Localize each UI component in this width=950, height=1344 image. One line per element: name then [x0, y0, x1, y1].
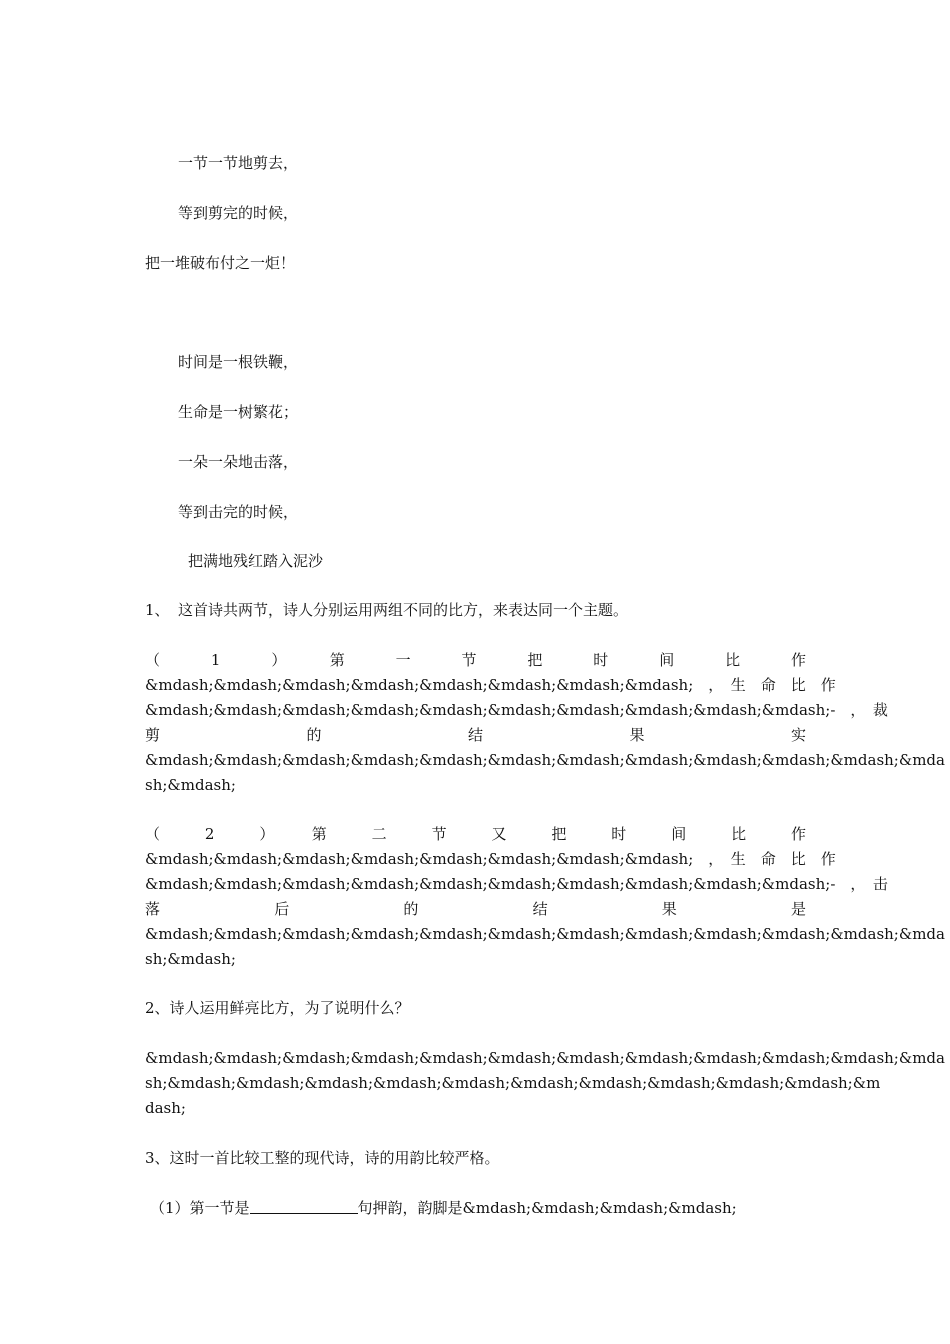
- q1-part2-line: &mdash;&mdash;&mdash;&mdash;&mdash;&mdash;&mdash;&mdash; ， 生 命 比 作: [145, 850, 836, 868]
- q2-answer-line: dash;: [145, 1099, 186, 1117]
- q2-answer-line: &mdash;&mdash;&mdash;&mdash;&mdash;&mdash;&mdash;&mdash;&mdash;&mdash;&mdash;&mda: [145, 1049, 945, 1067]
- q1-part1-line: 剪 的 结 果 实: [145, 726, 806, 744]
- poem-line: 一节一节地剪去，: [178, 154, 299, 172]
- q2-answer-line: sh;&mdash;&mdash;&mdash;&mdash;&mdash;&mdash;&mdash;&mdash;&mdash;&mdash;&m: [145, 1074, 881, 1092]
- q1-part2-line: （ 2 ） 第 二 节 又 把 时 间 比 作: [145, 825, 806, 843]
- poem-line: 等到剪完的时候，: [178, 204, 299, 222]
- q3-sub1: [150, 1196, 737, 1221]
- question-1: [145, 598, 628, 623]
- fill-blank[interactable]: [250, 1199, 358, 1214]
- q1-part2-line: &mdash;&mdash;&mdash;&mdash;&mdash;&mdash;&mdash;&mdash;&mdash;&mdash;&mdash;&mda: [145, 925, 945, 943]
- q1-part2-line: 落 后 的 结 果 是: [145, 900, 806, 918]
- question-number: 1、: [145, 601, 170, 619]
- q1-part1-line: sh;&mdash;: [145, 776, 236, 794]
- q1-part2-line: sh;&mdash;: [145, 950, 236, 968]
- poem-line: 等到击完的时候，: [178, 503, 299, 521]
- question-3: 3、这时一首比较工整的现代诗，诗的用韵比较严格。: [145, 1149, 500, 1167]
- poem-line: 把一堆破布付之一炬！: [145, 254, 296, 272]
- q3-sub1-suffix: 句押韵，韵脚是&mdash;&mdash;&mdash;&mdash;: [357, 1199, 737, 1217]
- question-2: 2、诗人运用鲜亮比方，为了说明什么？: [145, 999, 410, 1017]
- q1-part1-line: &mdash;&mdash;&mdash;&mdash;&mdash;&mdash;&mdash;&mdash;&mdash;&mdash;&mdash;&mda: [145, 751, 945, 769]
- q1-part1-line: （ 1 ） 第 一 节 把 时 间 比 作: [145, 651, 806, 669]
- q1-part2-line: &mdash;&mdash;&mdash;&mdash;&mdash;&mdash;&mdash;&mdash;&mdash;&mdash;- ， 击: [145, 875, 888, 893]
- q1-part1-line: &mdash;&mdash;&mdash;&mdash;&mdash;&mdash;&mdash;&mdash; ， 生 命 比 作: [145, 676, 836, 694]
- question-text: 这首诗共两节，诗人分别运用两组不同的比方，来表达同一个主题。: [178, 601, 629, 619]
- q1-part1-line: &mdash;&mdash;&mdash;&mdash;&mdash;&mdash;&mdash;&mdash;&mdash;&mdash;- ， 裁: [145, 701, 888, 719]
- poem-line: 生命是一树繁花；: [178, 403, 299, 421]
- poem-line: 把满地残红踏入泥沙: [188, 552, 324, 570]
- poem-line: 一朵一朵地击落，: [178, 453, 299, 471]
- q3-sub1-prefix: （1）第一节是: [150, 1199, 250, 1217]
- poem-line: 时间是一根铁鞭，: [178, 353, 299, 371]
